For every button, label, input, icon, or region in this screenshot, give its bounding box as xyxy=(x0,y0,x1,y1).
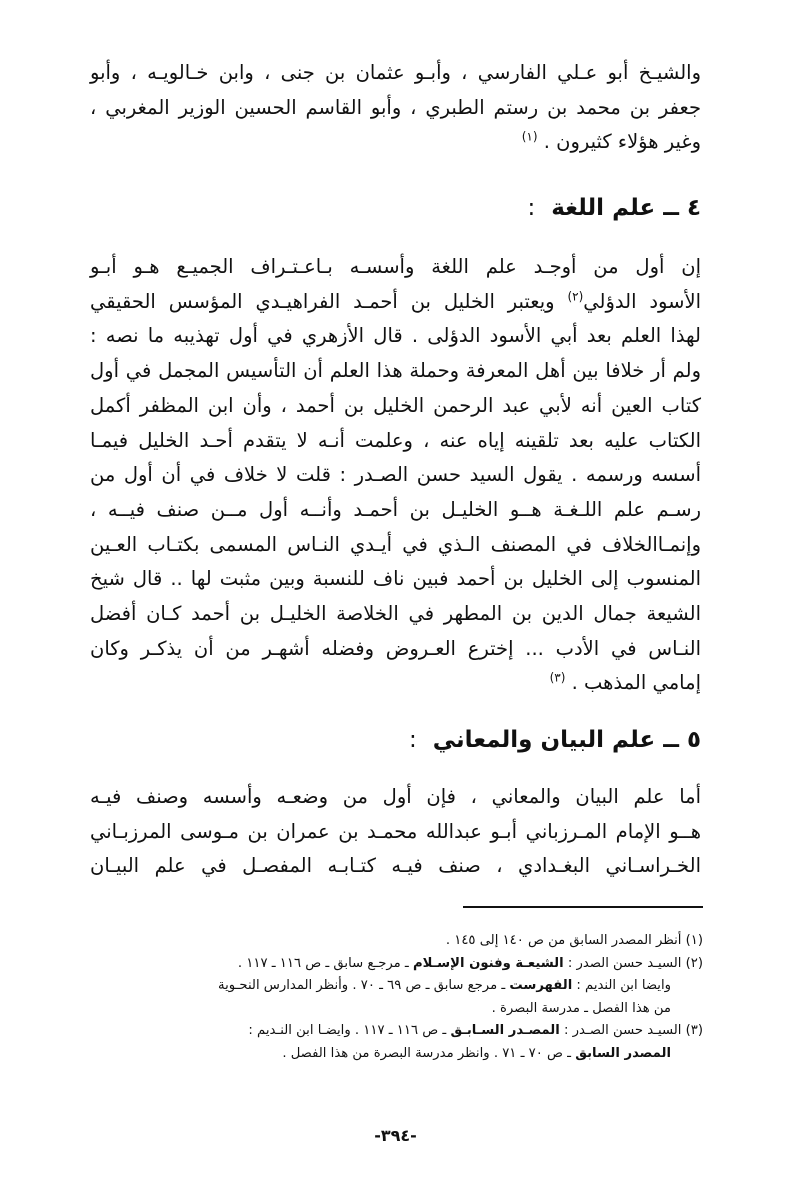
paragraph-line: وإنمـاالخلاف في المصنف الـذي في أيـدي النـاس المسمى بكتـاب العـين xyxy=(90,532,701,556)
footnote-line: وايضا ابن النديم : الفهرست ـ مرجع سابق ـ ص ٦٩ ـ ٧٠ . وأنظر المدارس النحـوية xyxy=(218,978,671,993)
heading-colon: : xyxy=(527,195,536,221)
footnote-ref-2: (٢) xyxy=(567,289,584,304)
footnote-divider xyxy=(463,906,703,908)
intro-paragraph xyxy=(90,56,701,160)
section-title: علم اللغة xyxy=(551,195,656,221)
cited-title: الفهرست xyxy=(509,978,573,993)
rhetoric-paragraph xyxy=(90,780,701,884)
section-number: ٥ ــ xyxy=(663,727,701,753)
intro-line: جعفر بن محمد بن رستم الطبري ، وأبو القاسم الحسين الوزير المغربي ، xyxy=(90,95,701,119)
paragraph-line: أسسه ورسمه . يقول السيد حسن الصـدر : قلت لا خلاف في أن أول من xyxy=(90,463,701,487)
heading-colon: : xyxy=(408,727,417,753)
intro-line: وغير هؤلاء كثيرون . $^{(١)}$ xyxy=(521,129,701,154)
footnote-line: (٢) السيـد حسن الصدر : الشيعـة وفنون الإسـلام ـ مرجـع سابق ـ ص ١١٦ ـ ١١٧ . xyxy=(237,955,703,971)
paragraph-line: لهذا العلم بعد أبي الأسود الدؤلى . قال الأزهري في أول تهذيبه ما نصه : xyxy=(90,324,701,348)
paragraph-line: هــو الإمام المـرزباني أبـو عبدالله محمـد بن عمران بن مـوسى المرزبـاني xyxy=(90,819,701,843)
footnote-ref-1: (١) xyxy=(521,129,538,144)
footnote-line: من هذا الفصل ـ مدرسة البصرة . xyxy=(491,1000,671,1016)
page-number: -٣٩٤- xyxy=(374,1126,417,1145)
paragraph-line: المنسوب إلى الخليل بن أحمد فبين ناف للنسبة وبين مثبت لها .. قال شيخ xyxy=(90,567,701,591)
paragraph-line: الشيعة جمال الدين بن المطهر في الخلاصة الخليـل بن أحمد كـان أفضل xyxy=(90,602,701,626)
paragraph-line: رسـم علم اللـغـة هــو الخليـل بن أحمـد وأنــه أول مــن صنف فيــه ، xyxy=(90,497,701,521)
footnote-line: المصدر السابق ـ ص ٧٠ ـ ٧١ . وانظر مدرسة البصرة من هذا الفصل . xyxy=(282,1045,671,1061)
paragraph-line: كتاب العين أنه لأبي عبد الرحمن الخليل بن أحمد ، وأن ابن المظفر أكمل xyxy=(90,393,701,417)
footnotes xyxy=(88,930,703,1065)
paragraph-line: أما علم البيان والمعاني ، فإن أول من وضعـه وأسسه وصنف فيـه xyxy=(90,785,701,808)
paragraph-line: ولم أر خلافا بين أهل المعرفة وحملة هذا العلم أن التأسيس المجمل في أول xyxy=(90,359,701,383)
footnote-ref-3: (٣) xyxy=(549,670,566,685)
cited-title: الشيعـة وفنون الإسـلام xyxy=(412,955,564,971)
cited-title: المصـدر السـابـق xyxy=(450,1023,560,1038)
lexicography-paragraph xyxy=(90,250,701,701)
section-title: علم البيان والمعاني xyxy=(432,727,656,753)
footnote-line: (٣) السيـد حسن الصـدر : المصـدر السـابـق ـ ص ١١٦ ـ ١١٧ . وايضـا ابن النـديم : xyxy=(248,1023,703,1038)
paragraph-line: الأسود الدؤلي$^{(٢)}$ ويعتبر الخليل بن أحمـد الفراهيـدي المؤسس الحقيقي xyxy=(90,289,701,313)
cited-title: المصدر السابق xyxy=(575,1045,671,1061)
section-heading-lexicography xyxy=(527,188,701,228)
paragraph-line: إمامي المذهب . $^{(٣)}$ xyxy=(549,670,701,695)
paragraph-line: الخـراسـاني البغـدادي ، صنف فيـه كتـابـه المفصـل في علم البيـان xyxy=(90,854,701,878)
section-heading-rhetoric xyxy=(409,720,701,760)
paragraph-line: الكتاب عليه بعد تلقينه إياه عنه ، وعلمت أنـه لا يتقدم أحـد الخليل فيمـا xyxy=(90,428,701,452)
footnote-line: (١) أنظر المصدر السابق من ص ١٤٠ إلى ١٤٥ . xyxy=(445,933,703,948)
footnote-3 xyxy=(88,1020,703,1065)
paragraph-line: النـاس في الأدب ... إخترع العـروض وفضله أشهـر من أن يذكـر وكان xyxy=(90,636,701,660)
paragraph-line: إن أول من أوجـد علم اللغة وأسسـه بـاعـتـراف الجميـع هـو أبـو xyxy=(90,255,701,278)
footnote-2 xyxy=(88,953,703,1021)
intro-line: والشيـخ أبو عـلي الفارسي ، وأبـو عثمان بن جنى ، وابن خـالويـه ، وأبو xyxy=(90,61,701,84)
section-number: ٤ ــ xyxy=(663,195,701,221)
footnote-1 xyxy=(88,930,703,953)
